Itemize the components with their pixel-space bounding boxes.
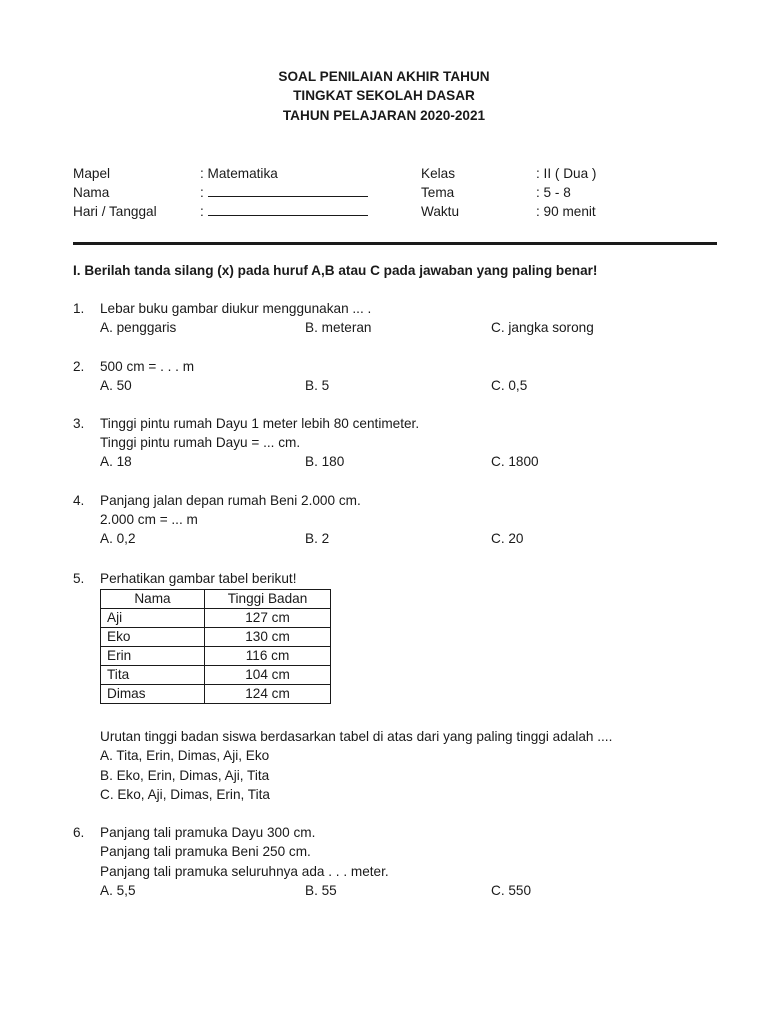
table-row bbox=[101, 609, 331, 628]
q5-question: Urutan tinggi badan siswa berdasarkan tabel di atas dari yang paling tinggi adalah .... bbox=[100, 729, 613, 744]
q5-text: Perhatikan gambar tabel berikut! bbox=[100, 571, 297, 586]
q5-number: 5. bbox=[73, 571, 85, 586]
q1-option-b[interactable]: B. meteran bbox=[305, 320, 372, 335]
q3-text-2: Tinggi pintu rumah Dayu = ... cm. bbox=[100, 435, 301, 450]
q6-number: 6. bbox=[73, 825, 85, 840]
waktu-label: Waktu bbox=[421, 204, 460, 219]
q5-option-c[interactable]: C. Eko, Aji, Dimas, Erin, Tita bbox=[100, 787, 270, 802]
q3-text: Tinggi pintu rumah Dayu 1 meter lebih 80 centimeter. bbox=[100, 416, 420, 431]
q5-option-a[interactable]: A. Tita, Erin, Dimas, Aji, Eko bbox=[100, 748, 270, 763]
hari-field[interactable] bbox=[200, 202, 368, 221]
table-cell-height: 124 cm bbox=[205, 685, 331, 704]
q1-number: 1. bbox=[73, 301, 85, 316]
q5-option-b[interactable]: B. Eko, Erin, Dimas, Aji, Tita bbox=[100, 768, 270, 783]
q6-option-b[interactable]: B. 55 bbox=[305, 883, 337, 898]
table-cell-name: Dimas bbox=[101, 685, 205, 704]
q3-option-c[interactable]: C. 1800 bbox=[491, 454, 539, 469]
header-divider bbox=[73, 242, 717, 245]
instruction: I. Berilah tanda silang (x) pada huruf A,B atau C pada jawaban yang paling benar! bbox=[73, 263, 598, 278]
q6-text-2: Panjang tali pramuka Beni 250 cm. bbox=[100, 844, 311, 859]
table-header-tinggi: Tinggi Badan bbox=[205, 590, 331, 609]
table-cell-height: 116 cm bbox=[205, 647, 331, 666]
height-table bbox=[100, 589, 331, 704]
kelas-value: : II ( Dua ) bbox=[536, 166, 597, 181]
q4-option-c[interactable]: C. 20 bbox=[491, 531, 524, 546]
q1-option-a[interactable]: A. penggaris bbox=[100, 320, 177, 335]
waktu-value: : 90 menit bbox=[536, 204, 596, 219]
table-cell-height: 130 cm bbox=[205, 628, 331, 647]
q4-text-2: 2.000 cm = ... m bbox=[100, 512, 198, 527]
table-row bbox=[101, 685, 331, 704]
nama-label: Nama bbox=[73, 185, 110, 200]
q6-option-c[interactable]: C. 550 bbox=[491, 883, 532, 898]
q2-option-a[interactable]: A. 50 bbox=[100, 378, 132, 393]
q2-option-b[interactable]: B. 5 bbox=[305, 378, 330, 393]
mapel-value: : Matematika bbox=[200, 166, 278, 181]
q6-text-3: Panjang tali pramuka seluruhnya ada . . . meter. bbox=[100, 864, 389, 879]
table-cell-height: 104 cm bbox=[205, 666, 331, 685]
q3-option-b[interactable]: B. 180 bbox=[305, 454, 345, 469]
q3-option-a[interactable]: A. 18 bbox=[100, 454, 132, 469]
doc-title-line2: TINGKAT SEKOLAH DASAR bbox=[293, 88, 475, 103]
nama-blank-line bbox=[208, 183, 368, 197]
q1-option-c[interactable]: C. jangka sorong bbox=[491, 320, 594, 335]
mapel-label: Mapel bbox=[73, 166, 111, 181]
q1-text: Lebar buku gambar diukur menggunakan ... . bbox=[100, 301, 372, 316]
table-cell-height: 127 cm bbox=[205, 609, 331, 628]
tema-label: Tema bbox=[421, 185, 455, 200]
q4-option-a[interactable]: A. 0,2 bbox=[100, 531, 136, 546]
q2-option-c[interactable]: C. 0,5 bbox=[491, 378, 528, 393]
kelas-label: Kelas bbox=[421, 166, 456, 181]
table-row bbox=[101, 666, 331, 685]
q6-text: Panjang tali pramuka Dayu 300 cm. bbox=[100, 825, 316, 840]
nama-colon: : bbox=[200, 185, 204, 200]
q4-option-b[interactable]: B. 2 bbox=[305, 531, 330, 546]
q3-number: 3. bbox=[73, 416, 85, 431]
tema-value: : 5 - 8 bbox=[536, 185, 571, 200]
q2-text: 500 cm = . . . m bbox=[100, 359, 195, 374]
table-cell-name: Eko bbox=[101, 628, 205, 647]
table-row bbox=[101, 628, 331, 647]
table-cell-name: Tita bbox=[101, 666, 205, 685]
q4-number: 4. bbox=[73, 493, 85, 508]
hari-label: Hari / Tanggal bbox=[73, 204, 157, 219]
table-cell-name: Erin bbox=[101, 647, 205, 666]
table-row bbox=[101, 647, 331, 666]
table-header-nama: Nama bbox=[101, 590, 205, 609]
doc-title-line3: TAHUN PELAJARAN 2020-2021 bbox=[282, 108, 486, 123]
table-cell-name: Aji bbox=[101, 609, 205, 628]
table-header-row bbox=[101, 590, 331, 609]
q6-option-a[interactable]: A. 5,5 bbox=[100, 883, 136, 898]
nama-field[interactable] bbox=[200, 183, 368, 202]
q2-number: 2. bbox=[73, 359, 85, 374]
hari-blank-line bbox=[208, 202, 368, 216]
doc-title-line1: SOAL PENILAIAN AKHIR TAHUN bbox=[278, 69, 490, 84]
q4-text: Panjang jalan depan rumah Beni 2.000 cm. bbox=[100, 493, 361, 508]
hari-colon: : bbox=[200, 204, 204, 219]
